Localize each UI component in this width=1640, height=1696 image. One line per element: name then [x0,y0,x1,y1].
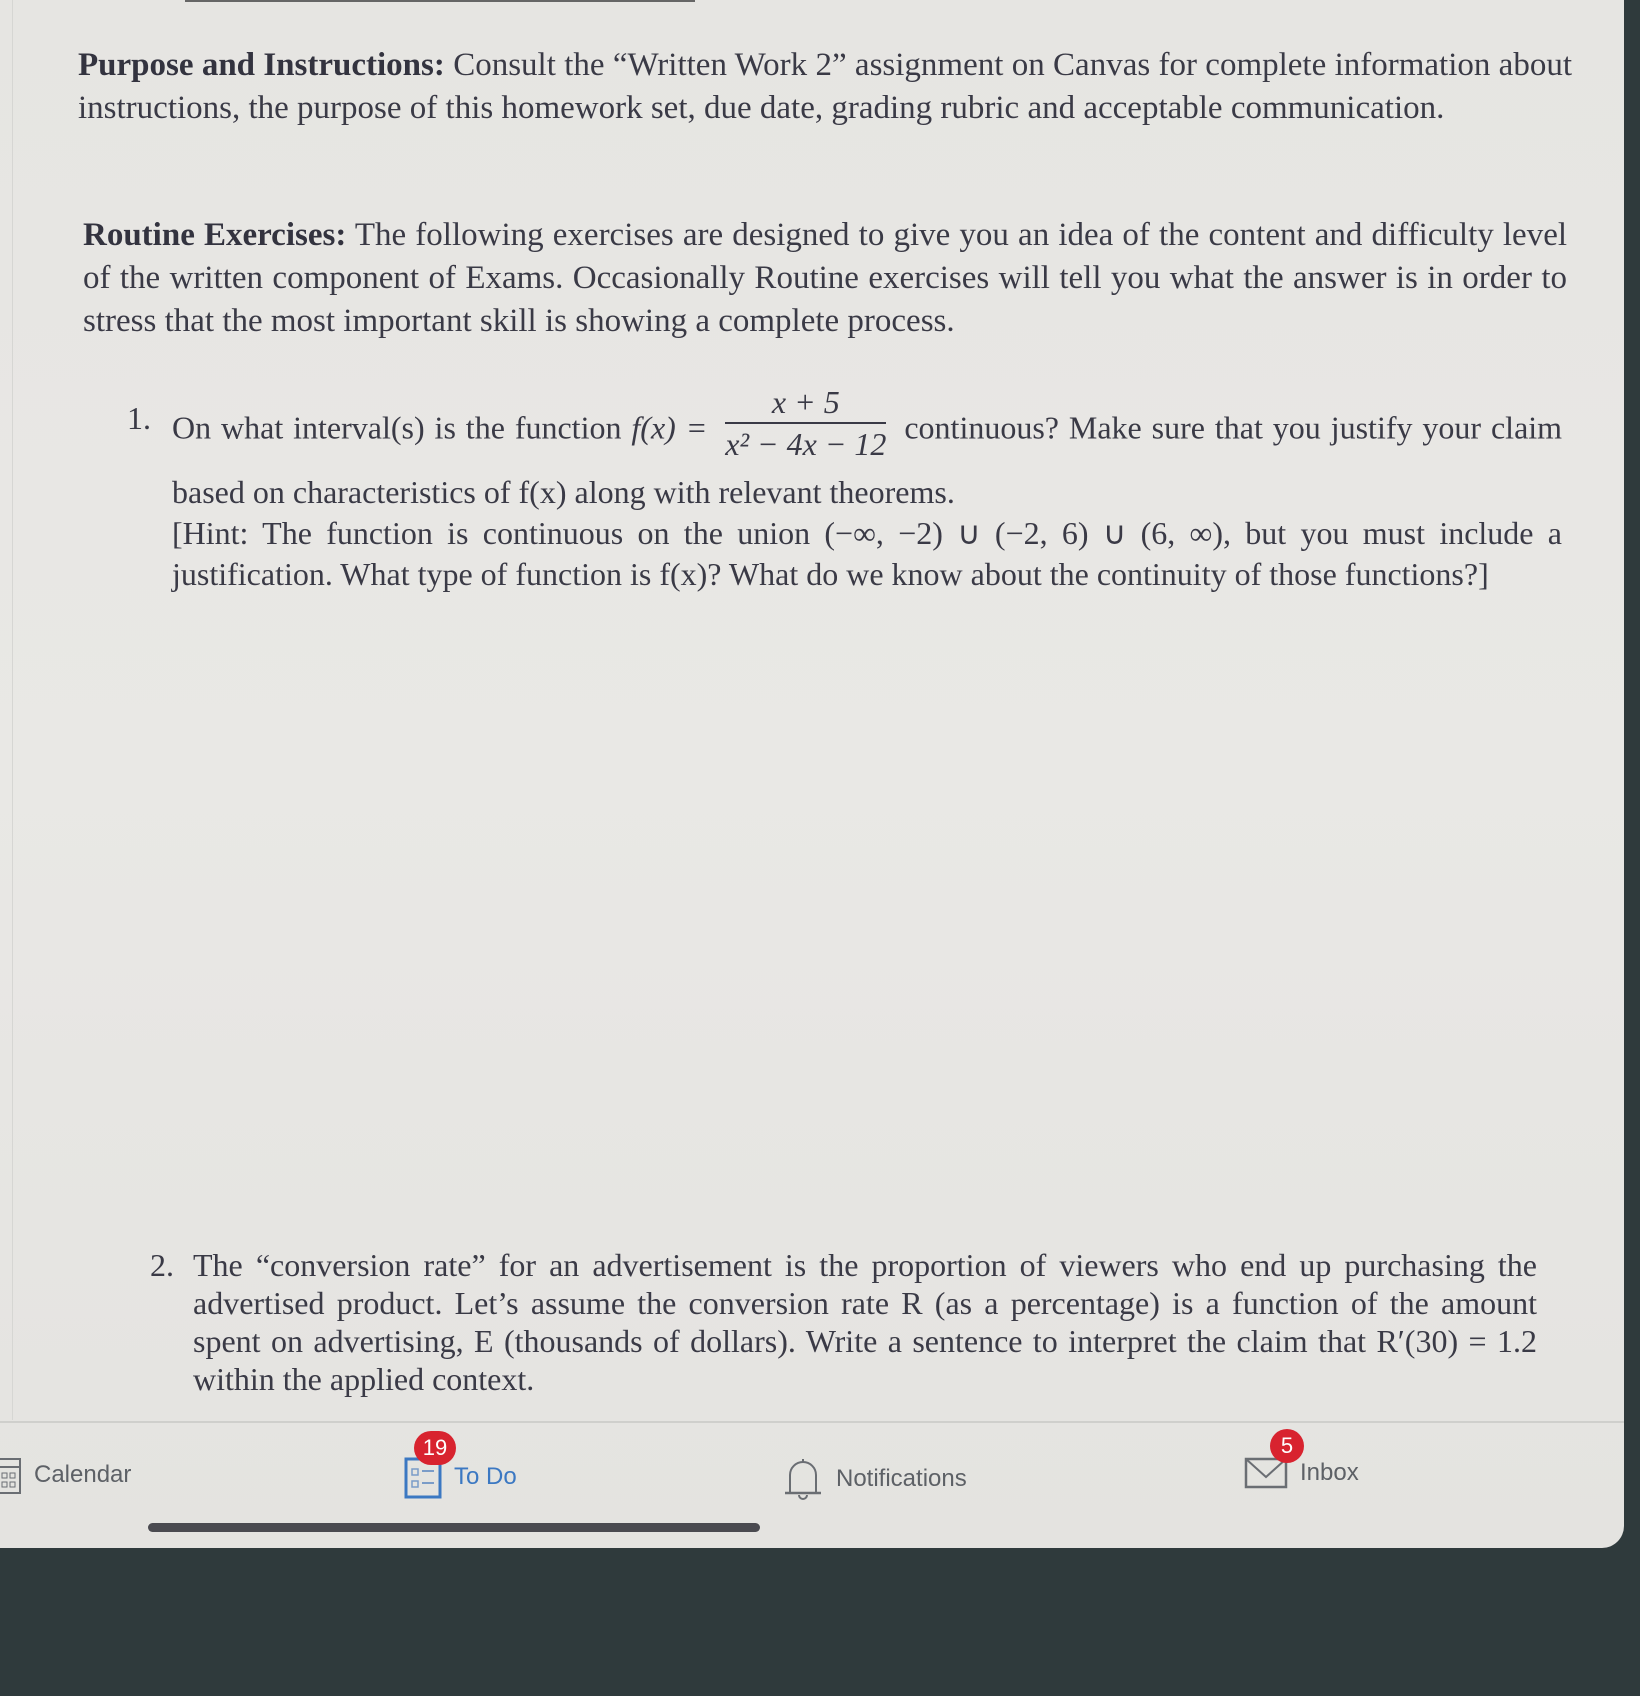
routine-text: The following exercises are designed to give you an idea of the content and difficulty level of the written component of Exams. Occasionally Routine exercises will tell you what the answer is in order to stress that the most important skill is showing a complete process. [83,217,1568,339]
tab-inbox[interactable] [1244,1433,1359,1491]
tab-notifications[interactable] [782,1455,967,1503]
todo-count-badge: 19 [414,1431,456,1465]
tab-label: Inbox [1300,1459,1359,1486]
tab-todo[interactable] [404,1435,517,1499]
name-underline [185,0,695,2]
tab-label: Notifications [836,1465,967,1492]
function-expression: f(x) = [631,409,708,446]
routine-heading: Routine Exercises: [83,217,347,253]
inbox-count-badge: 5 [1270,1429,1304,1463]
tab-label: To Do [454,1463,517,1490]
fraction [725,382,886,464]
purpose-text: Consult the “Written Work 2” assignment on Canvas for complete information about instructions, the purpose of this homework set, due date, grading rubric and acceptable communication. [78,47,1572,126]
page-margin-line [12,0,13,1420]
calendar-icon [0,1455,22,1495]
hint-text: [Hint: The function is continuous on the union (−∞, −2) ∪ (−2, 6) ∪ (6, ∞), but you must include a justification. What type of function is f(x)? What do we know about the continuity of those functions?] [172,515,1562,592]
numerator: x + 5 [725,382,886,424]
question-2 [150,1246,1537,1398]
question-1 [127,384,1563,595]
tab-label: Calendar [34,1461,132,1488]
denominator: x² − 4x − 12 [725,426,887,462]
routine-paragraph [83,214,1567,343]
question-number: 2. [150,1247,174,1283]
question-text: The “conversion rate” for an advertisement is the proportion of viewers who end up purchasing the advertised product. Let’s assume the conversion rate R (as a percentage) is a function of the amount spent on advertising, E (thousands of dollars). Write a sentence to interpret the claim that R′(30) = 1.2 within the applied context. [193,1247,1537,1397]
purpose-heading: Purpose and Instructions: [78,47,445,83]
home-indicator[interactable] [148,1523,760,1532]
tabbar-divider [0,1421,1624,1423]
question-number: 1. [127,400,151,436]
purpose-paragraph [78,44,1572,130]
tab-calendar[interactable] [0,1455,131,1495]
bell-icon [782,1455,824,1503]
question-text: On what interval(s) is the function [172,409,622,446]
question-text: continuous? Make sure that you justify your claim based on characteristics of f(x) along with relevant theorems. [172,409,1563,510]
